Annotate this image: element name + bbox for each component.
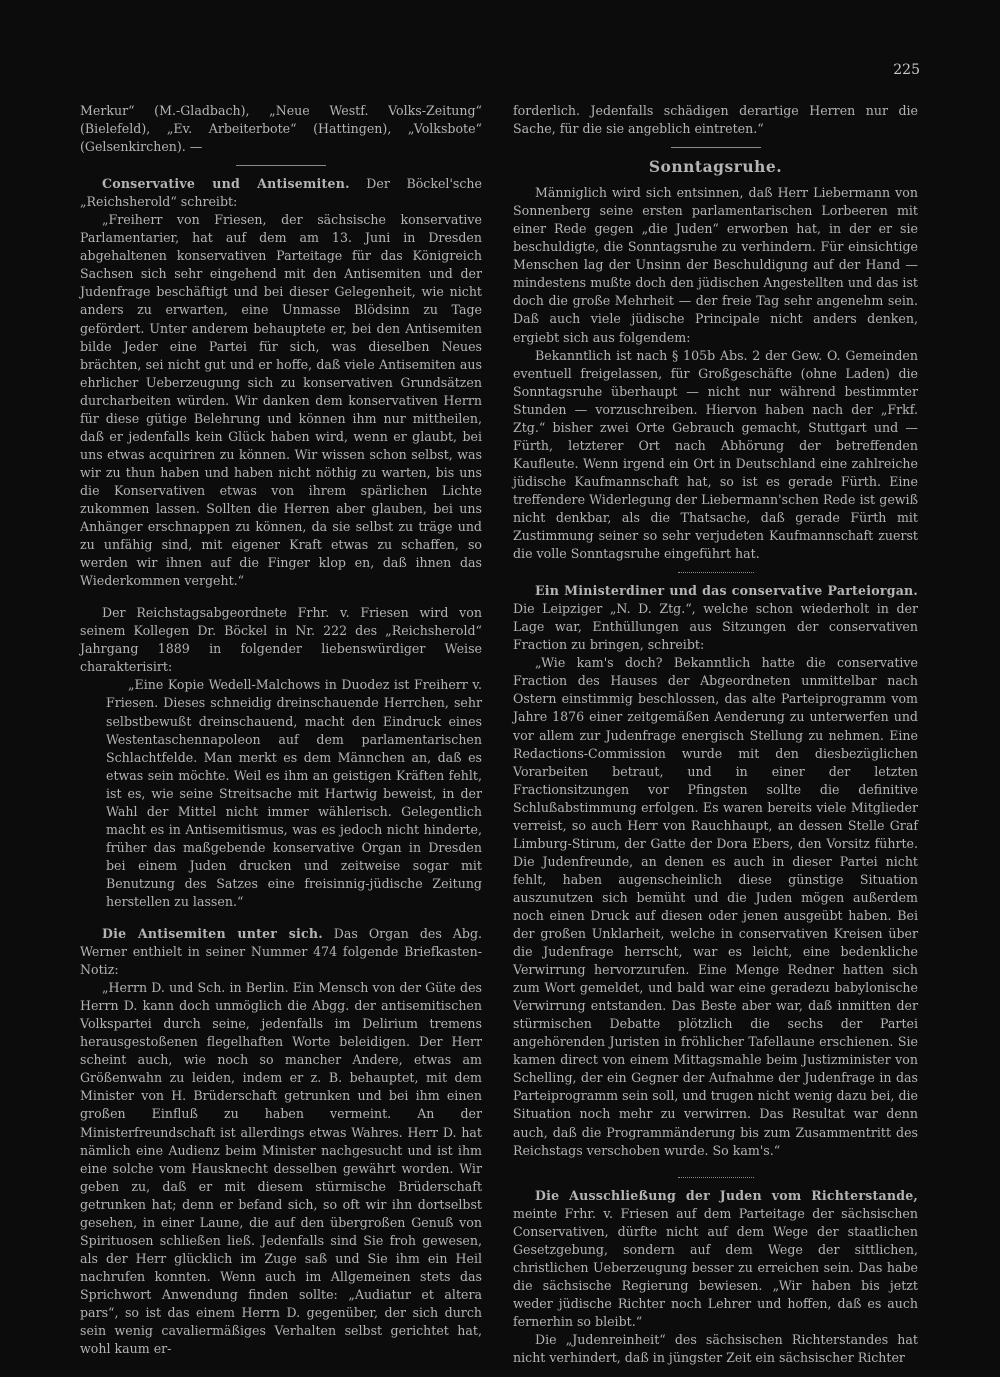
section-divider bbox=[236, 165, 326, 166]
paragraph-intro: Merkur“ (M.-Gladbach), „Neue Westf. Volks-Zeitung“ (Bielefeld), „Ev. Arbeiterbote“ (Hattingen), „Volksbote“ (Gelsenkirchen). — bbox=[80, 103, 482, 155]
quote-friesen: „Eine Kopie Wedell-Malchows in Duodez ist Freiherr v. Friesen. Dieses schneidig dreinschauende Herrchen, sehr selbstbewußt dreinschauend, macht den Eindruck eines Westentaschennapoleon auf dem parlamentarischen Schlachtfelde. Man merkt es dem Männchen an, daß es etwas sein möchte. Weil es ihm an geistigen Kräften fehlt, ist es, wie seine Streitsache mit Hartwig beweist, in der Wahl der Mittel nicht immer wählerisch. Gelegentlich macht es in Antisemitismus, was es jedoch nicht hinderte, früher das maßgebende konservative Organ in Dresden bei einem Juden drucken und zeitweise sogar mit Benutzung des Satzes eine freisinnig-jüdische Zeitung herstellen zu lassen.“ bbox=[106, 677, 482, 909]
quote-letterbox-notice: „Herrn D. und Sch. in Berlin. Ein Mensch von der Güte des Herrn D. kann doch unmöglich die Abgg. der antisemitischen Volkspartei durch seine, jedenfalls im Delirium tremens herausgestoßenen flegelhaften Worte beleidigen. Der Herr scheint auch, wie noch so mancher Andere, etwas am Größenwahn zu leiden, indem er z. B. behauptet, mit dem Minister von H. Brüderschaft getrunken und bei ihm einen großen Einfluß zu haben vermeint. An der Ministerfreundschaft ist allerdings etwas Wahres. Herr D. hat nämlich eine Audienz beim Minister nachgesucht und ist ihm eine solche vom Hausknecht desselben gewährt worden. Wir geben zu, daß er mit diesem stürmische Brüderschaft getrunken hat; denn er befand sich, so oft wir ihn dortselbst gesehen, in einer Laune, die auf den übergroßen Genuß von Spirituosen schließen ließ. Jedenfalls sind Sie froh gewesen, als der Herr glücklich im Zuge saß und Sie ihm ein Heil nachrufen konnten. Wenn auch im Allgemeinen stets das Sprichwort Anwendung finden sollte: „Audiatur et altera pars“, so ist das einem Herrn D. gegenüber, der sich durch sein wenig cavaliermäßiges Verhalten selbst gerichtet hat, wohl kaum er- bbox=[80, 980, 482, 1357]
section-title-sunday-rest: Sonntagsruhe. bbox=[648, 157, 783, 177]
spacer bbox=[80, 911, 482, 925]
right-column bbox=[513, 102, 918, 1367]
spacer bbox=[80, 590, 482, 604]
left-column bbox=[80, 102, 482, 1358]
section-divider bbox=[678, 1177, 754, 1178]
paragraph-sunday-rest-2: Bekanntlich ist nach § 105b Abs. 2 der Gew. O. Gemeinden eventuell freigelassen, für Großgeschäfte (ohne Laden) die Sonntagsruhe überhaupt — nicht nur während bestimmter Stunden — vorzuschreiben. Hiervon haben nach der „Frkf. Ztg.“ bisher zwei Orte Gebrauch gemacht, Stuttgart und — Fürth, letzterer Ort nach Abhörung der betreffenden Kaufleute. Wenn irgend ein Ort in Deutschland eine zahlreiche jüdische Kaufmannschaft hat, so ist es gerade Fürth. Eine treffendere Widerlegung der Liebermann'schen Rede ist gewiß nicht denkbar, als die Thatsache, daß gerade Fürth mit Zustimmung seiner so sehr verjudeten Kaufmannschaft zuerst die volle Sonntagsruhe eingeführt hat. bbox=[513, 347, 918, 562]
lead-text: Das Organ des Abg. Werner enthielt in seiner Nummer 474 folgende Briefkasten-Notiz: bbox=[80, 926, 483, 978]
paragraph-exclusion-judges bbox=[513, 1187, 918, 1331]
paragraph-conservatives-antisemites bbox=[80, 175, 482, 211]
heading-conservatives-antisemites: Conservative und Antisemiten. bbox=[102, 176, 350, 192]
paragraph-sunday-rest-1: Männiglich wird sich entsinnen, daß Herr Liebermann von Sonnenberg seine ersten parlamentarischen Lorbeeren mit einer Rede gegen „die Juden“ erworben hat, in der er sie beschuldigte, die Sonntagsruhe zu verhindern. Für einsichtige Menschen lag der Unsinn der Beschuldigung auf der Hand — mindestens mußte doch den jüdischen Angestellten und das ist doch die große Mehrheit — der freie Tag sehr angenehm sein. Daß auch viele jüdische Principale nicht anders denken, ergiebt sich aus folgendem: bbox=[513, 185, 918, 345]
heading-minister-dinner: Ein Ministerdiner und das conservative Parteiorgan. bbox=[535, 583, 918, 599]
paragraph-continuation: forderlich. Jedenfalls schädigen derartige Herren nur die Sache, für die sie angeblich eintreten.“ bbox=[513, 103, 918, 137]
lead-text: Die Leipziger „N. D. Ztg.“, welche schon wiederholt in der Lage war, Enthüllungen aus Sitzungen der conservativen Fraction zu bringen, schreibt: bbox=[513, 601, 918, 653]
paragraph-antisemites-among-themselves bbox=[80, 925, 482, 979]
paragraph-judges-continuation: Die „Judenreinheit“ des sächsischen Richterstandes hat nicht verhindert, daß in jüngster Zeit ein sächsischer Richter bbox=[513, 1332, 918, 1366]
page-number: 225 bbox=[893, 62, 920, 78]
lead-text: meinte Frhr. v. Friesen auf dem Parteitage der sächsischen Conservativen, dürfte nicht auf dem Wege der staatlichen Gesetzgebung, sondern auf dem Wege der sittlichen, christlichen Ueberzeugung besser zu erreichen sein. Das habe die sächsische Regierung bewiesen. „Wir haben bis jetzt weder jüdische Richter noch Lehrer und hoffen, daß es auch fernerhin so bleibt.“ bbox=[513, 1205, 918, 1329]
quote-reichsherold: „Freiherr von Friesen, der sächsische konservative Parlamentarier, hat auf dem am 13. Juni in Dresden abgehaltenen konservativen Parteitage für das Königreich Sachsen sich sehr eingehend mit den Antisemiten und der Judenfrage beschäftigt und bei dieser Gelegenheit, wie nicht anders zu erwarten, eine Unmasse Blödsinn zu Tage gefördert. Unter anderem behauptete er, bei den Antisemiten bilde Jeder eine Partei für sich, was dieselben Neues brächten, sei nicht gut und er hoffe, daß viele Antisemiten aus ehrlicher Ueberzeugung sich zu konservativen Grundsätzen durcharbeiten würden. Wir danken dem konservativen Herrn für diese gütige Belehrung und können ihm nur mittheilen, daß er jedenfalls kein Glück haben wird, wenn er glaubt, bei uns etwas acquiriren zu können. Wir wissen schon selbst, was wir zu thun haben und haben nicht nöthig zu warten, bis uns die Konservativen etwas von ihrem spärlichen Lichte zukommen lassen. Sollten die Herren aber glauben, bei uns Anhänger erschnappen zu können, da sie selbst zu träge und zu unfähig sind, mit eigener Kraft etwas zu schaffen, so werden wir ihnen auf die Finger klop en, daß ihnen das Wiederkommen vergeht.“ bbox=[80, 212, 482, 589]
quote-minister-dinner: „Wie kam's doch? Bekanntlich hatte die conservative Fraction des Hauses der Abgeordneten unmittelbar nach Ostern einstimmig beschlossen, das alte Parteiprogramm vom Jahre 1876 einer zeitgemäßen Aenderung zu unterwerfen und vor allem zur Judenfrage energisch Stellung zu nehmen. Eine Redactions-Commission wurde mit den diesbezüglichen Vorarbeiten betraut, und in einer der letzten Fractionsitzungen vor Pfingsten sollte die definitive Schlußabstimmung erfolgen. Es waren bereits viele Mitglieder verreist, so auch Herr von Rauchhaupt, an dessen Stelle Graf Limburg-Stirum, der Gatte der Dora Ebers, den Vorsitz führte. Die Judenfreunde, an denen es auch in dieser Partei nicht fehlt, haben augenscheinlich diese günstige Situation auszunutzen sich bemüht und die Juden mögen außerdem noch einen Druck auf diesen oder jenen ausgeübt haben. Bei der großen Unklarheit, welche in conservativen Kreisen über die Judenfrage herrscht, war es leicht, eine bedenkliche Verwirrung hervorzurufen. Eine Menge Redner hatten sich zum Wort gemeldet, und bald war eine geradezu babylonische Verwirrung entstanden. Das Beste aber war, daß inmitten der stürmischen Debatte plötzlich die sechs der Partei angehörenden Juristen in fröhlicher Tafellaune erschienen. Sie kamen direct von einem Mittagsmahle beim Justizminister von Schelling, der ein Gegner der Aufnahme der Judenfrage in das Parteiprogramm sein soll, und trugen nicht wenig dazu bei, die Situation noch mehr zu verwirren. Das Resultat war denn auch, daß die Programmänderung bis zum Zusammentritt des Reichstags verschoben wurde. So kam's.“ bbox=[513, 655, 918, 1158]
lead-text: Der Böckel'sche „Reichsherold“ schreibt: bbox=[80, 176, 482, 210]
section-divider bbox=[671, 147, 761, 148]
paragraph-friesen-characterisation: Der Reichstagsabgeordnete Frhr. v. Friesen wird von seinem Kollegen Dr. Böckel in Nr. 222 des „Reichsherold“ Jahrgang 1889 in folgender liebenswürdiger Weise charakterisirt: bbox=[80, 605, 482, 675]
spacer bbox=[513, 1160, 918, 1168]
heading-antisemites-among-themselves: Die Antisemiten unter sich. bbox=[102, 926, 323, 942]
heading-exclusion-judges: Die Ausschließung der Juden vom Richterstande, bbox=[535, 1187, 918, 1203]
section-divider bbox=[678, 572, 754, 573]
paragraph-minister-dinner bbox=[513, 582, 918, 654]
